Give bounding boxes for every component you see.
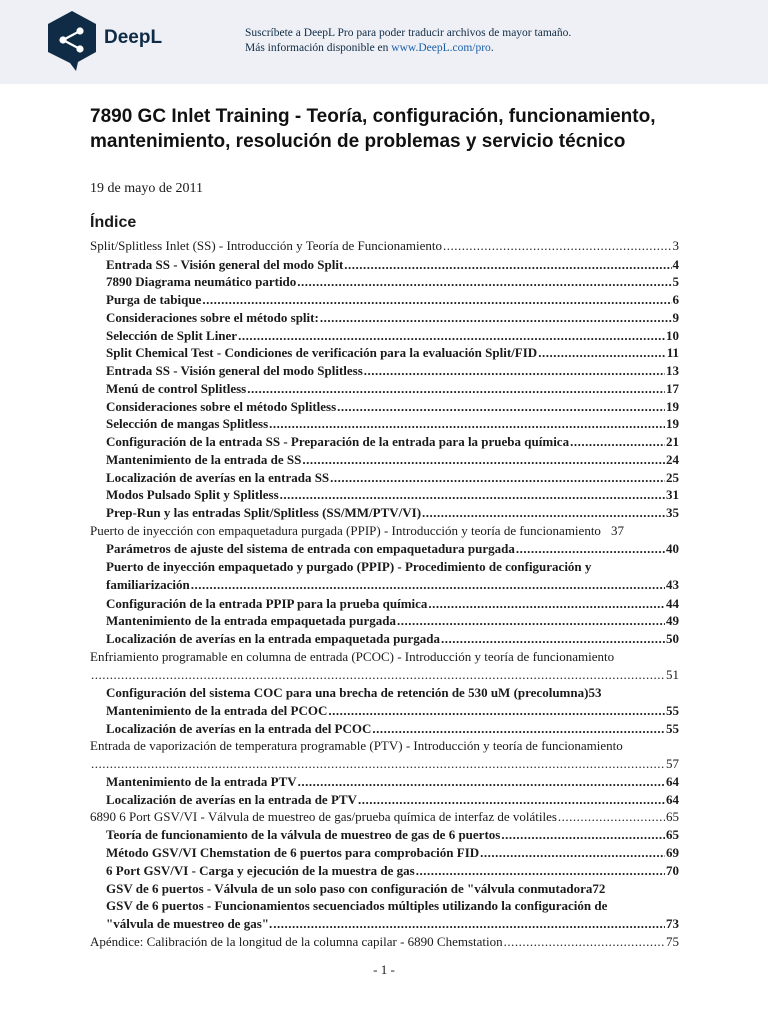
toc-entry[interactable]: Entrada SS - Visión general del modo Split ..... 4 [106,257,679,274]
page-number: - 1 - [373,962,395,977]
toc-entry[interactable]: Mantenimiento de la entrada del PCOC ..... 55 [106,703,679,720]
toc-entry[interactable]: Selección de Split Liner ..... 10 [106,328,679,345]
toc-entry[interactable]: Localización de averías en la entrada de PTV ..... 64 [106,792,679,809]
toc-entry[interactable]: ..... 57 [90,756,679,773]
toc-entry[interactable]: Puerto de inyección con empaquetadura purgada (PPIP) - Introducción y teoría de funcionamiento 37 [90,523,624,538]
toc-entry-line1[interactable]: Enfriamiento programable en columna de entrada (PCOC) - Introducción y teoría de funcionamiento [90,649,615,664]
toc-entry[interactable]: Split/Splitless Inlet (SS) - Introducción y Teoría de Funcionamiento ..... 3 [90,238,679,255]
toc-entry[interactable]: Teoría de funcionamiento de la válvula de muestreo de gas de 6 puertos ..... 65 [106,827,679,844]
toc-entry[interactable]: Configuración de la entrada SS - Preparación de la entrada para la prueba química ..... 21 [106,434,679,451]
toc-entry[interactable]: 6890 6 Port GSV/VI - Válvula de muestreo de gas/prueba química de interfaz de volátiles ..... 65 [90,809,679,826]
toc-entry[interactable]: Split Chemical Test - Condiciones de verificación para la evaluación Split/FID ..... 11 [106,345,679,362]
toc-entry[interactable]: Parámetros de ajuste del sistema de entrada con empaquetadura purgada ..... 40 [106,541,679,558]
toc-entry[interactable]: Localización de averías en la entrada empaquetada purgada ..... 50 [106,631,679,648]
toc-entry[interactable]: Prep-Run y las entradas Split/Splitless (SS/MM/PTV/VI) ..... 35 [106,505,679,522]
toc-entry[interactable]: Localización de averías en la entrada SS ..... 25 [106,470,679,487]
index-heading: Índice [90,214,137,231]
toc-entry[interactable]: "válvula de muestreo de gas". ..... 73 [106,916,679,933]
toc-entry[interactable]: 7890 Diagrama neumático partido ..... 5 [106,274,679,291]
toc-entry[interactable]: 6 Port GSV/VI - Carga y ejecución de la muestra de gas ..... 70 [106,863,679,880]
toc-entry[interactable]: GSV de 6 puertos - Válvula de un solo paso con configuración de "válvula conmutadora 72 [106,881,606,896]
toc-entry[interactable]: Mantenimiento de la entrada PTV ..... 64 [106,774,679,791]
toc-entry[interactable]: Consideraciones sobre el método split: ..... 9 [106,310,679,327]
toc-entry[interactable]: ..... 51 [90,667,679,684]
toc-entry[interactable]: Configuración del sistema COC para una brecha de retención de 530 uM (precolumna) 53 [106,685,602,700]
toc-entry[interactable]: Apéndice: Calibración de la longitud de la columna capilar - 6890 Chemstation ..... 75 [90,934,679,951]
deepl-pro-link[interactable]: www.DeepL.com/pro [391,42,491,54]
toc-entry[interactable]: Método GSV/VI Chemstation de 6 puertos para comprobación FID ..... 69 [106,845,679,862]
toc-entry[interactable]: Configuración de la entrada PPIP para la prueba química ..... 44 [106,596,679,613]
toc-entry[interactable]: Selección de mangas Splitless ..... 19 [106,416,679,433]
toc-entry-line1[interactable]: GSV de 6 puertos - Funcionamientos secuenciados múltiples utilizando la configuración de [106,898,608,913]
toc-entry-line1[interactable]: Entrada de vaporización de temperatura programable (PTV) - Introducción y teoría de funcionamiento [90,738,623,753]
toc-entry[interactable]: Menú de control Splitless ..... 17 [106,381,679,398]
deepl-brand-name[interactable]: DeepL [104,27,163,48]
document-title: 7890 GC Inlet Training - Teoría, configuración, funcionamiento, mantenimiento, resolución de problemas y servicio técnico [90,106,656,152]
toc-entry[interactable]: Purga de tabique ..... 6 [106,292,679,309]
toc-entry-line1[interactable]: Puerto de inyección empaquetado y purgado (PPIP) - Procedimiento de configuración y [106,559,592,574]
document-date: 19 de mayo de 2011 [90,181,204,196]
toc-entry[interactable]: Entrada SS - Visión general del modo Splitless ..... 13 [106,363,679,380]
toc-entry[interactable]: Modos Pulsado Split y Splitless ..... 31 [106,487,679,504]
toc-entry[interactable]: Consideraciones sobre el método Splitless ..... 19 [106,399,679,416]
promo-line-1: Suscríbete a DeepL Pro para poder traducir archivos de mayor tamaño. [245,27,572,39]
toc-entry[interactable]: Localización de averías en la entrada del PCOC ..... 55 [106,721,679,738]
toc-entry[interactable]: familiarización ..... 43 [106,577,679,594]
toc-entry[interactable]: Mantenimiento de la entrada empaquetada purgada ..... 49 [106,613,679,630]
toc-entry[interactable]: Mantenimiento de la entrada de SS ..... 24 [106,452,679,469]
promo-line-2: Más información disponible en www.DeepL.com/pro. [245,42,494,54]
